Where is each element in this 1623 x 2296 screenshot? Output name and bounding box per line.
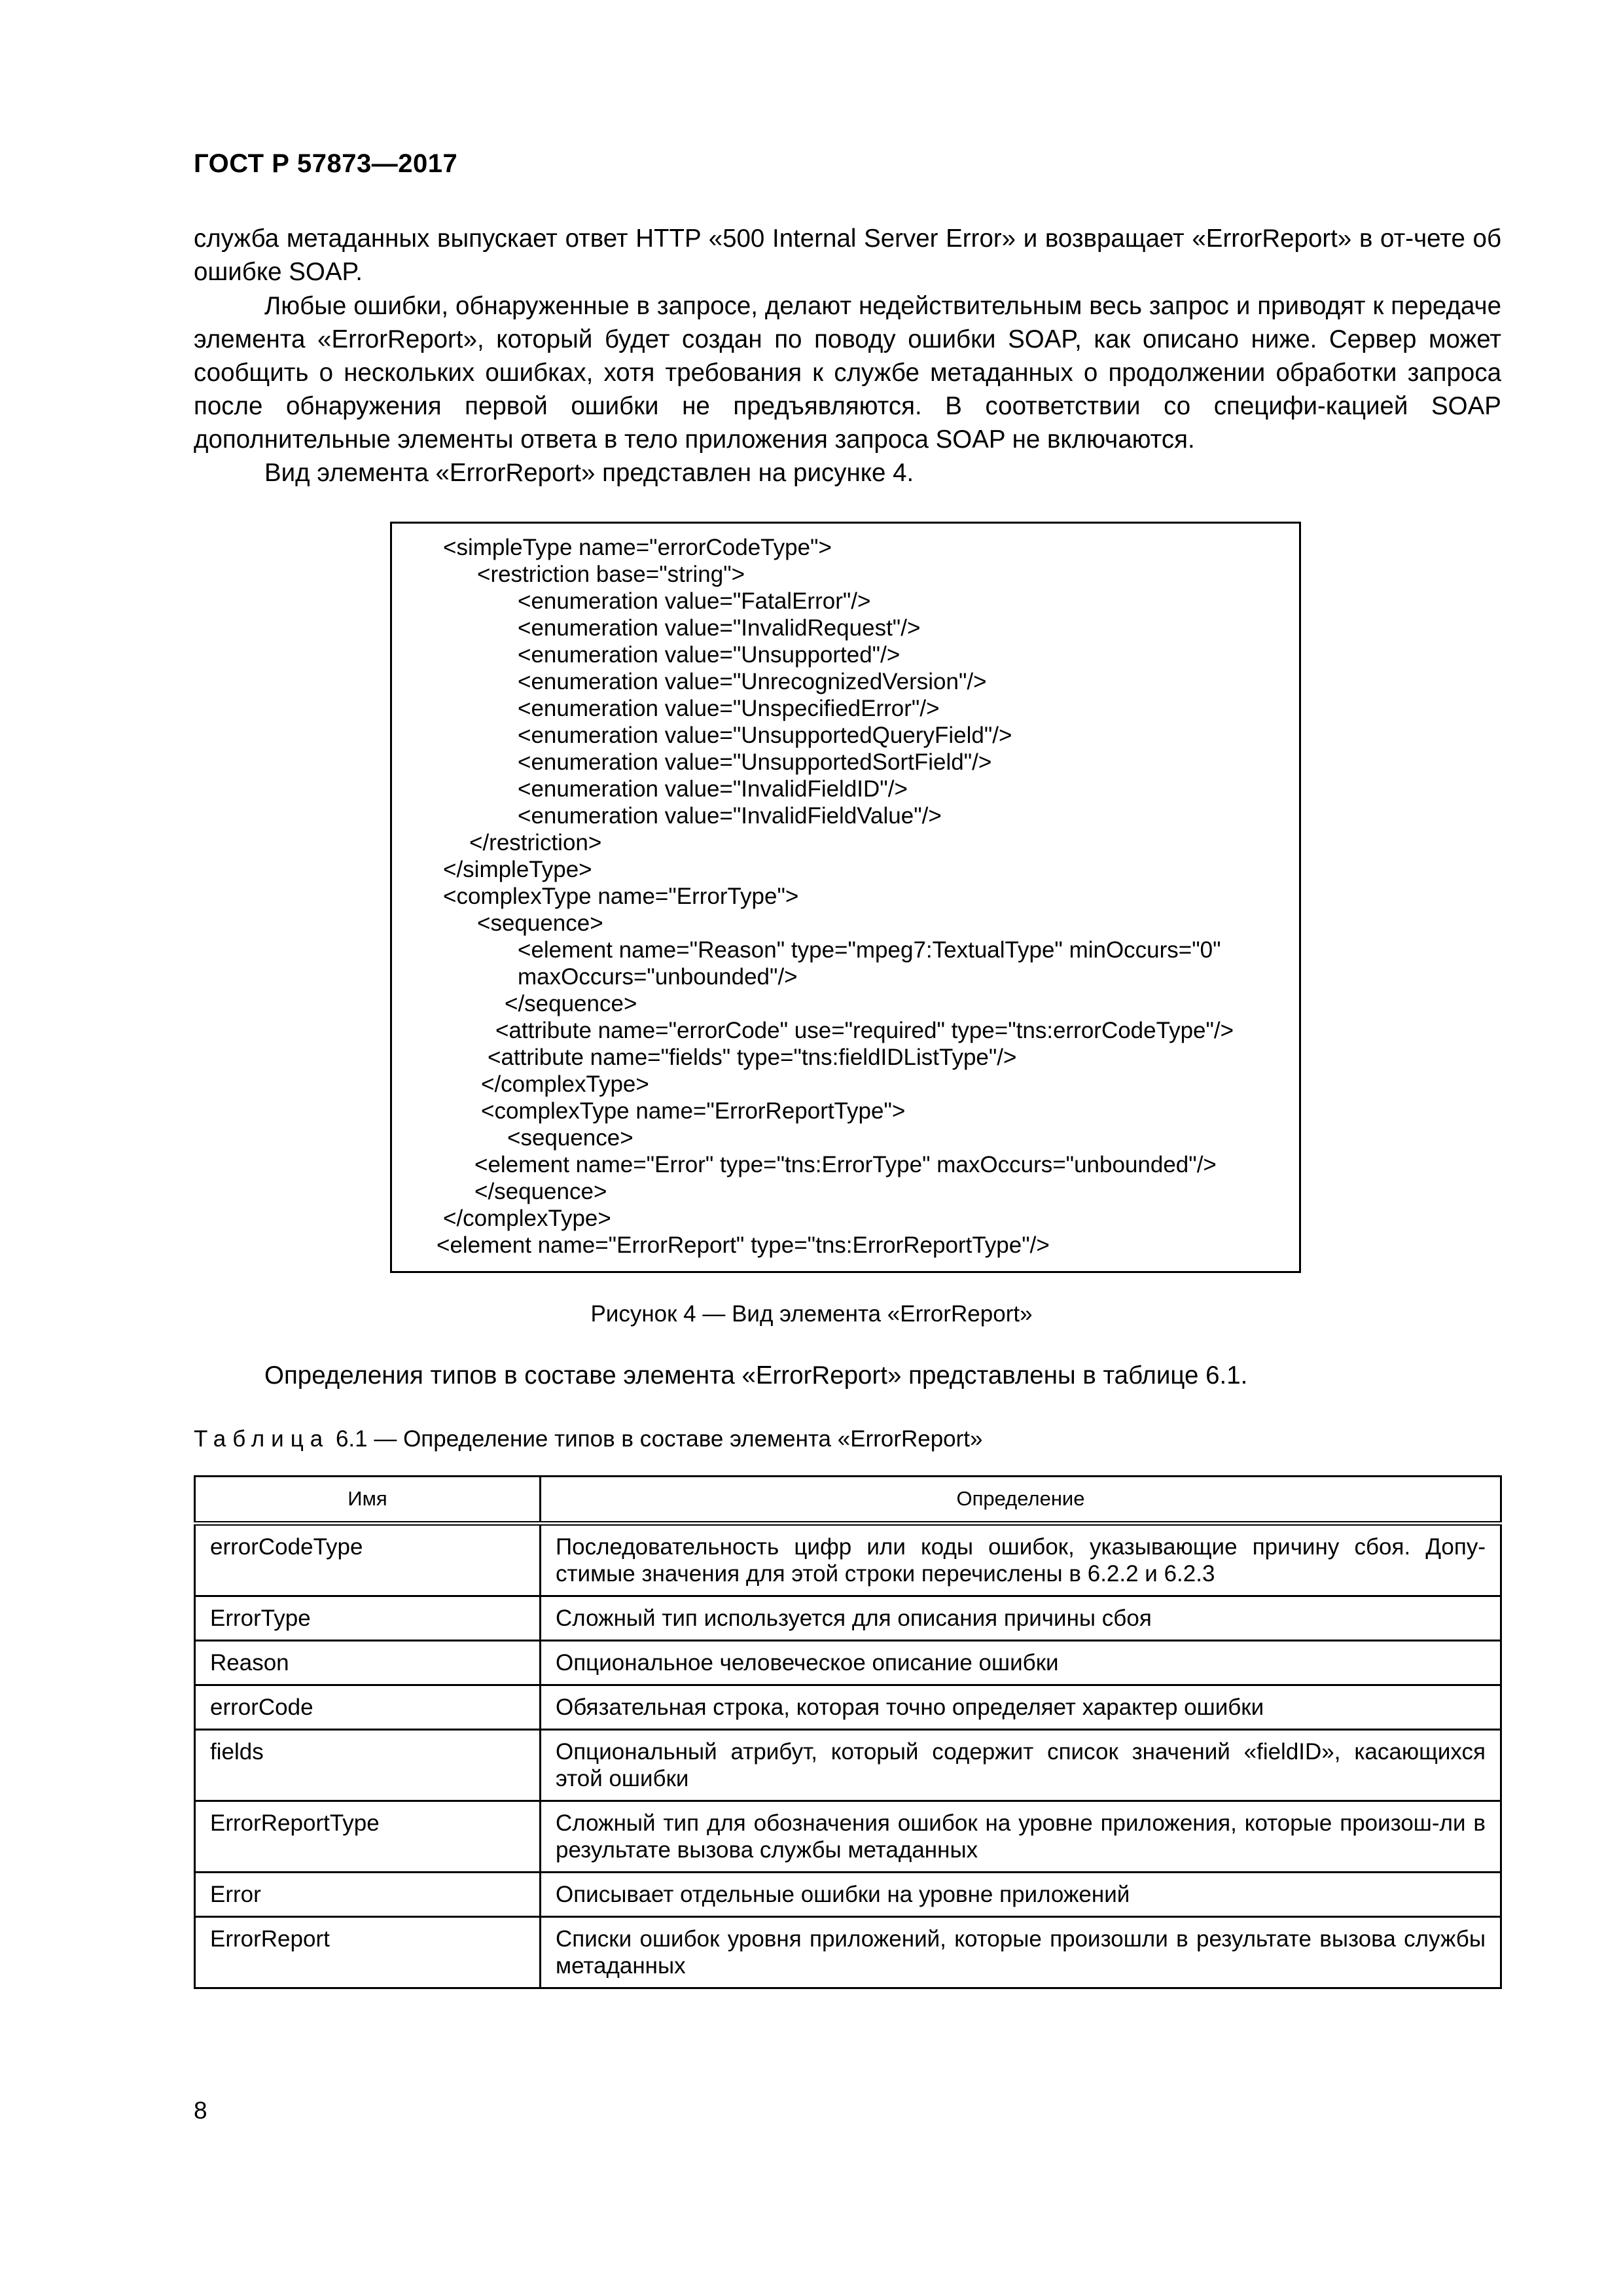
code-line: <element name="ErrorReport" type="tns:ErrorReportType"/> <box>437 1232 1050 1258</box>
code-line: <attribute name="fields" type="tns:fieldIDListType"/> <box>488 1045 1017 1070</box>
cell-definition: Сложный тип используется для описания причины сбоя <box>541 1596 1501 1641</box>
code-line: <complexType name="ErrorReportType"> <box>481 1098 906 1124</box>
table-row <box>195 1596 1501 1641</box>
code-line: maxOccurs="unbounded"/> <box>518 964 798 990</box>
cell-name: ErrorType <box>195 1596 541 1641</box>
cell-name: errorCode <box>195 1685 541 1730</box>
cell-definition: Описывает отдельные ошибки на уровне приложений <box>541 1873 1501 1917</box>
code-line: <enumeration value="InvalidFieldID"/> <box>518 776 908 802</box>
code-line: <restriction base="string"> <box>477 562 745 587</box>
code-line: <enumeration value="InvalidRequest"/> <box>518 615 921 641</box>
code-line: </complexType> <box>443 1206 611 1231</box>
cell-definition: Обязательная строка, которая точно определяет характер ошибки <box>541 1685 1501 1730</box>
document-header: ГОСТ Р 57873—2017 <box>194 149 458 178</box>
cell-definition: Опциональный атрибут, который содержит список значений «fieldID», касающихся этой ошибки <box>541 1730 1501 1801</box>
code-line: <enumeration value="FatalError"/> <box>518 588 871 614</box>
code-line: </sequence> <box>505 991 637 1016</box>
code-line: <enumeration value="Unsupported"/> <box>518 642 901 668</box>
cell-definition: Последовательность цифр или коды ошибок, указывающие причину сбоя. Допу-стимые значения для этой строки перечислены в 6.2.2 и 6.2.3 <box>541 1524 1501 1596</box>
table-row <box>195 1917 1501 1988</box>
table-caption-label: Таблица <box>194 1426 330 1452</box>
figure-caption: Рисунок 4 — Вид элемента «ErrorReport» <box>590 1301 1033 1327</box>
column-header-definition: Определение <box>541 1477 1501 1524</box>
table-intro-text: Определения типов в составе элемента «ErrorReport» представлены в таблице 6.1. <box>264 1361 1248 1390</box>
cell-name: ErrorReportType <box>195 1801 541 1873</box>
table-row <box>195 1801 1501 1873</box>
code-line: <enumeration value="UnsupportedQueryField"/> <box>518 723 1012 748</box>
paragraph-errors: Любые ошибки, обнаруженные в запросе, делают недействительным весь запрос и приводят к передаче элемента «ErrorReport», который будет создан по поводу ошибки SOAP, как описано ниже. Сервер может сообщить о нескольких ошибках, хотя требования к службе метаданных о продолжении обработки запроса после обнаружения первой ошибки не предъявляются. В соответствии со специфи-кацией SOAP дополнительные элементы ответа в тело приложения запроса SOAP не включаются. <box>194 292 1501 454</box>
code-line: <sequence> <box>507 1125 633 1151</box>
column-header-name: Имя <box>195 1477 541 1524</box>
cell-name: Error <box>195 1873 541 1917</box>
code-line: </sequence> <box>474 1179 607 1204</box>
table-caption <box>194 1426 983 1452</box>
cell-definition: Сложный тип для обозначения ошибок на уровне приложения, которые произош-ли в результате вызова службы метаданных <box>541 1801 1501 1873</box>
code-line: <enumeration value="InvalidFieldValue"/> <box>518 803 942 829</box>
code-line: <element name="Reason" type="mpeg7:TextualType" minOccurs="0" <box>518 937 1221 963</box>
code-line: <enumeration value="UnsupportedSortField"/> <box>518 749 992 775</box>
table-row <box>195 1524 1501 1596</box>
code-line: </complexType> <box>481 1071 649 1097</box>
paragraph-figure-ref: Вид элемента «ErrorReport» представлен на рисунке 4. <box>264 459 914 487</box>
code-line: <enumeration value="UnspecifiedError"/> <box>518 696 940 721</box>
code-line: </simpleType> <box>443 857 592 882</box>
table-caption-text: 6.1 — Определение типов в составе элемента «ErrorReport» <box>335 1426 983 1452</box>
code-line: <complexType name="ErrorType"> <box>443 884 799 909</box>
table-header-row <box>195 1477 1501 1524</box>
cell-name: ErrorReport <box>195 1917 541 1988</box>
definitions-table <box>194 1475 1502 1989</box>
code-line: <enumeration value="UnrecognizedVersion"/> <box>518 669 987 694</box>
code-line: <attribute name="errorCode" use="required" type="tns:errorCodeType"/> <box>495 1018 1234 1043</box>
figure-code-box <box>390 522 1301 1273</box>
table-row <box>195 1685 1501 1730</box>
cell-name: errorCodeType <box>195 1524 541 1596</box>
cell-definition: Списки ошибок уровня приложений, которые произошли в результате вызова службы метаданных <box>541 1917 1501 1988</box>
cell-name: fields <box>195 1730 541 1801</box>
cell-definition: Опциональное человеческое описание ошибки <box>541 1641 1501 1685</box>
table-row <box>195 1873 1501 1917</box>
table-row <box>195 1730 1501 1801</box>
code-line: </restriction> <box>469 830 602 855</box>
code-line: <simpleType name="errorCodeType"> <box>443 535 832 560</box>
paragraph-intro: служба метаданных выпускает ответ HTTP «500 Internal Server Error» и возвращает «ErrorReport» в от-чете об ошибке SOAP. <box>194 224 1501 286</box>
code-line: <element name="Error" type="tns:ErrorType" maxOccurs="unbounded"/> <box>474 1152 1217 1177</box>
code-line: <sequence> <box>477 910 603 936</box>
table-row <box>195 1641 1501 1685</box>
cell-name: Reason <box>195 1641 541 1685</box>
page-number: 8 <box>194 2097 207 2124</box>
